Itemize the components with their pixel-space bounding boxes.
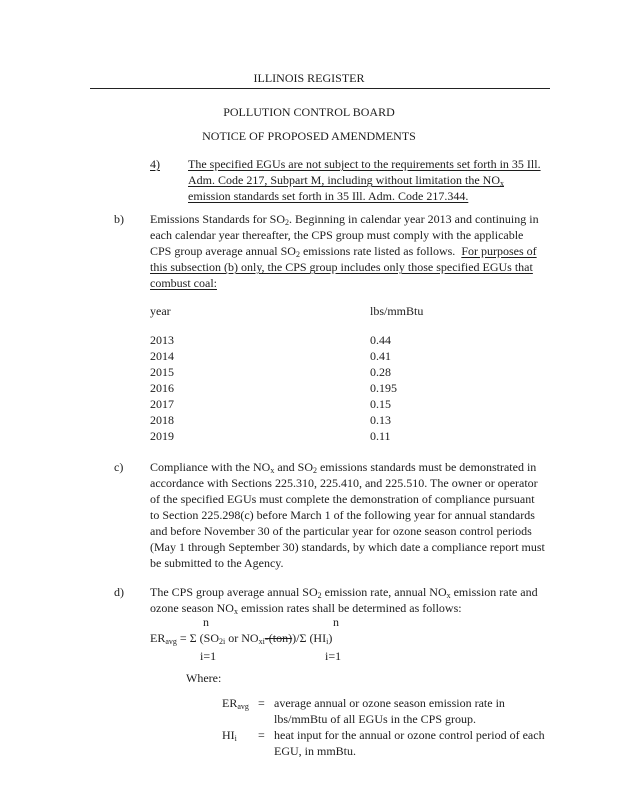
definition-term: $HI_i$ [222, 728, 237, 743]
table-row-rate: 0.13 [370, 413, 391, 427]
section-c-line-7: be submitted to the Agency. [150, 556, 284, 570]
sum-upper-limit: n [203, 615, 209, 629]
table-row-rate: 0.15 [370, 397, 391, 411]
table-row-year: 2016 [150, 381, 174, 395]
table-row-rate: 0.28 [370, 365, 391, 379]
definition-equals: = [258, 696, 265, 710]
emission-rate-formula: $ER_{avg} = \Sigma$ ($SO_{2i}$ or $NO_{xi}-(ton))/\Sigma$ $(HI_i)$ [150, 631, 333, 646]
section-d-line-1: The CPS group average annual $SO_2$ emission rate, annual $NO_x$ emission rate and [150, 585, 538, 600]
section-c-line-1: Compliance with the $NO_x$ and $SO_2$ emissions standards must be demonstrated in [150, 460, 537, 475]
sum-upper-limit: n [333, 615, 339, 629]
definition-text: heat input for the annual or ozone control period of each [274, 728, 545, 742]
definition-text: average annual or ozone season emission rate in [274, 696, 505, 710]
header-rule [90, 88, 550, 89]
sum-lower-limit: i=1 [200, 649, 217, 663]
table-row-rate: 0.11 [370, 429, 391, 443]
table-row-year: 2019 [150, 429, 174, 443]
item-4-line-2: Adm. Code 217, Subpart M, including without limitation the $NO_x$ [188, 173, 504, 188]
register-title: ILLINOIS REGISTER [253, 71, 365, 85]
sum-lower-limit: i=1 [325, 649, 342, 663]
section-c-line-2: accordance with Sections 225.310, 225.410, and 225.510. The owner or operator [150, 476, 538, 490]
section-b-line-1: Emissions Standards for $SO_2$. Beginning in calendar year 2013 and continuing in [150, 212, 539, 227]
section-c-line-5: and before November 30 of the particular year for ozone season control periods [150, 524, 532, 538]
section-c-marker: c) [114, 460, 124, 474]
table-row-rate: 0.44 [370, 333, 391, 347]
table-row-year: 2013 [150, 333, 174, 347]
table-row-rate: 0.41 [370, 349, 391, 363]
section-d-line-2: ozone season $NO_x$ emission rates shall be determined as follows: [150, 601, 462, 616]
section-b-line-5: combust coal: [150, 276, 217, 290]
section-c-line-4: to Section 225.298(c) before March 1 of the following year for annual standards [150, 508, 535, 522]
table-row-year: 2015 [150, 365, 174, 379]
item-4-line-1: The specified EGUs are not subject to the requirements set forth in 35 Ill. [188, 157, 541, 171]
board-name: POLLUTION CONTROL BOARD [223, 105, 395, 119]
table-header-rate: lbs/mmBtu [370, 304, 424, 318]
table-row-year: 2014 [150, 349, 174, 363]
section-c-line-3: of the specified EGUs must complete the demonstration of compliance pursuant [150, 492, 535, 506]
table-row-rate: 0.195 [370, 381, 397, 395]
definition-text: lbs/mmBtu of all EGUs in the CPS group. [274, 712, 477, 726]
section-d-marker: d) [114, 585, 124, 599]
section-c-line-6: (May 1 through September 30) standards, by which date a compliance report must [150, 540, 545, 554]
where-label: Where: [186, 671, 222, 685]
section-b-line-2: each calendar year thereafter, the CPS group must comply with the applicable [150, 228, 524, 242]
table-row-year: 2017 [150, 397, 174, 411]
definition-equals: = [258, 728, 265, 742]
table-header-year: year [150, 304, 171, 318]
section-b-marker: b) [114, 212, 124, 226]
item-4-line-3: emission standards set forth in 35 Ill. Adm. Code 217.344. [188, 189, 469, 203]
table-row-year: 2018 [150, 413, 174, 427]
definition-term: $ER_{avg}$ [222, 696, 249, 711]
definition-text: EGU, in mmBtu. [274, 744, 357, 758]
section-b-line-4: this subsection (b) only, the CPS group includes only those specified EGUs that [150, 260, 533, 274]
item-4-marker: 4) [150, 157, 160, 171]
section-b-line-3: CPS group average annual $SO_2$ emissions rate listed as follows. For purposes of [150, 244, 537, 259]
notice-title: NOTICE OF PROPOSED AMENDMENTS [202, 129, 416, 143]
